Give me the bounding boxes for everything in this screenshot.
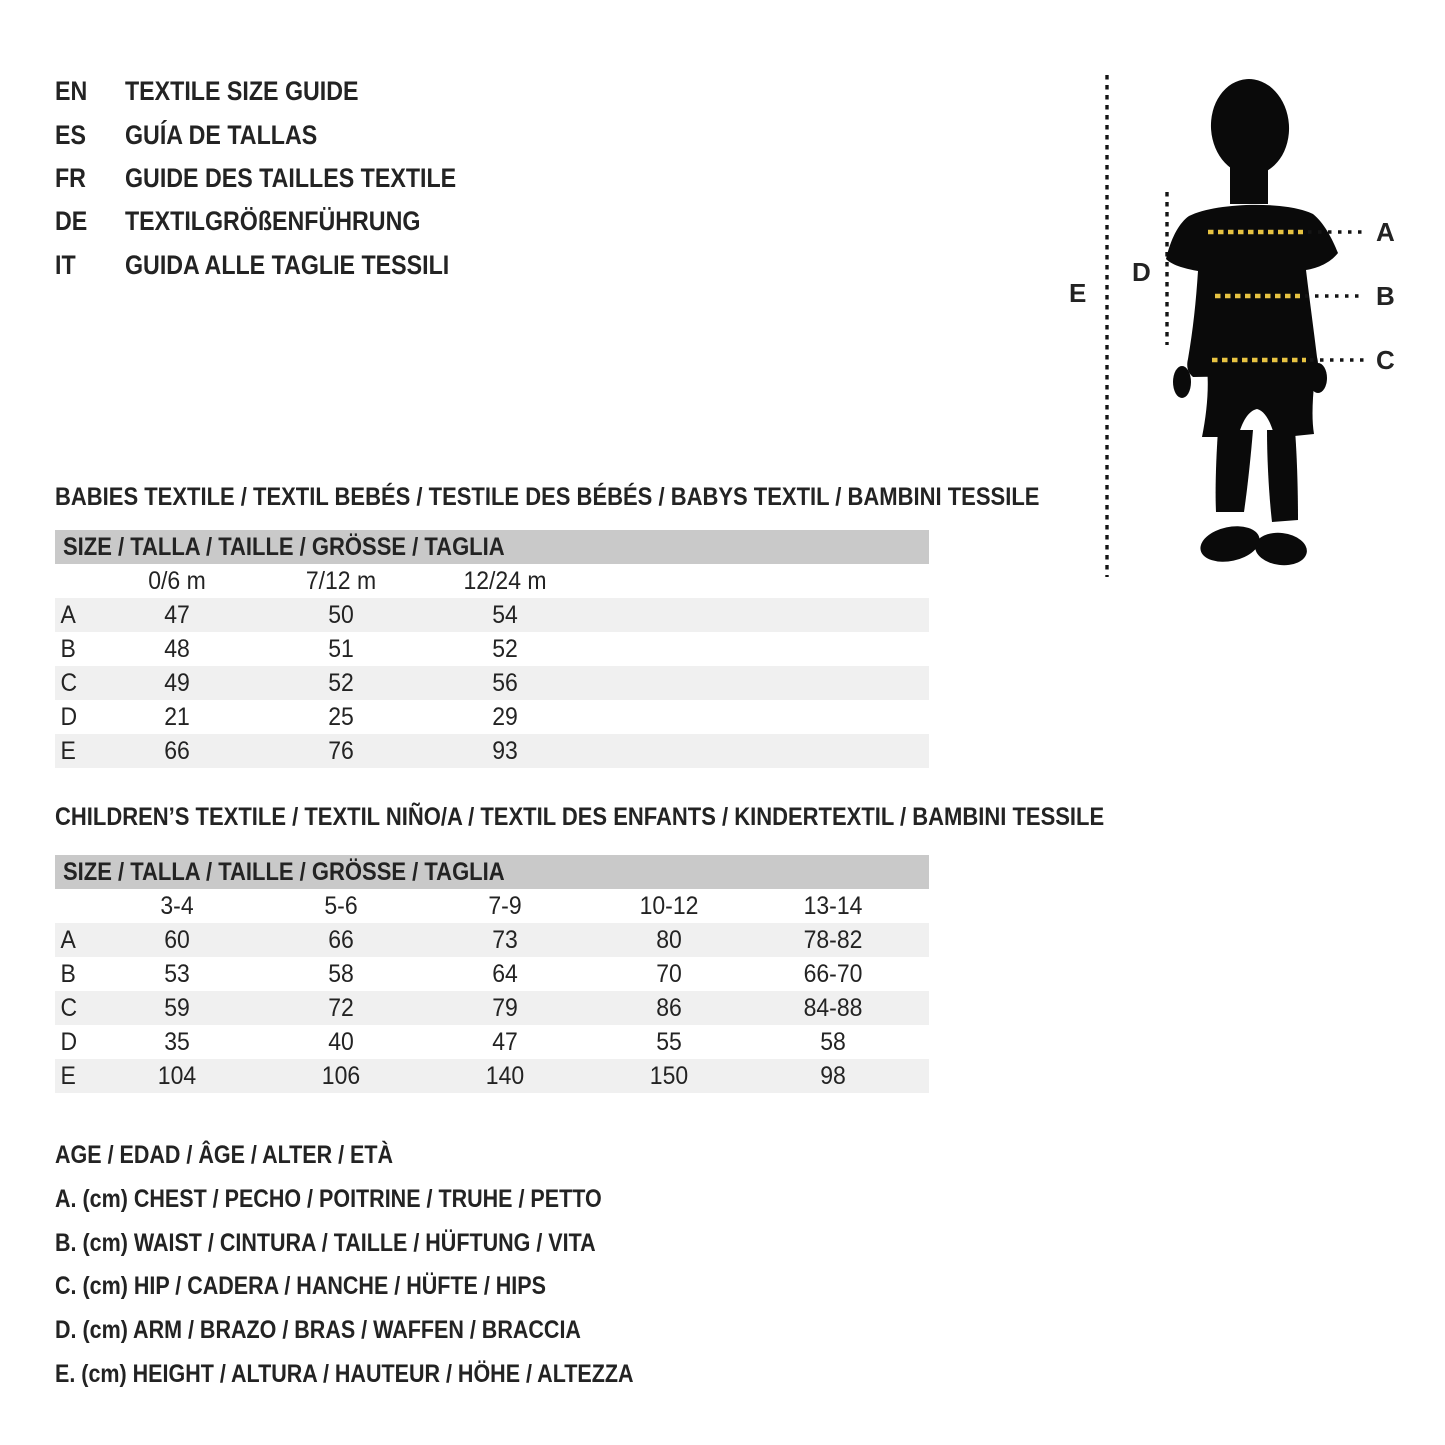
row-label: A	[60, 600, 76, 629]
babies-section-title: BABIES TEXTILE / TEXTIL BEBÉS / TESTILE DES BÉBÉS / BABYS TEXTIL / BAMBINI TESSILE	[55, 483, 1040, 511]
table-cell: 80	[656, 925, 682, 954]
size-header-bar: SIZE / TALLA / TAILLE / GRÖSSE / TAGLIA	[55, 530, 929, 564]
lang-code: EN	[55, 76, 88, 107]
legend-line-height: E. (cm) HEIGHT / ALTURA / HAUTEUR / HÖHE / ALTEZZA	[55, 1359, 634, 1388]
lang-code: IT	[55, 249, 76, 280]
table-cell: 48	[164, 634, 190, 663]
table-cell: 79	[492, 993, 518, 1022]
column-header: 10-12	[639, 891, 699, 920]
row-label: C	[60, 993, 78, 1022]
table-cell: 104	[157, 1061, 197, 1090]
lang-title: TEXTILE SIZE GUIDE	[125, 76, 359, 107]
table-cell: 66-70	[803, 959, 863, 988]
table-cell: 25	[328, 702, 354, 731]
table-cell: 73	[492, 925, 518, 954]
size-header-bar: SIZE / TALLA / TAILLE / GRÖSSE / TAGLIA	[55, 855, 929, 889]
column-header: 3-4	[160, 891, 194, 920]
babies-size-table	[55, 530, 929, 768]
table-row	[55, 632, 929, 666]
lang-code: ES	[55, 119, 86, 150]
lang-title: GUIDE DES TAILLES TEXTILE	[125, 162, 457, 193]
table-row	[55, 700, 929, 734]
table-cell: 21	[164, 702, 190, 731]
table-row	[55, 1025, 929, 1059]
table-cell: 40	[328, 1027, 354, 1056]
measure-label-hip: C	[1376, 345, 1395, 375]
lang-title: GUIDA ALLE TAGLIE TESSILI	[125, 249, 450, 280]
table-cell: 47	[492, 1027, 518, 1056]
table-cell: 58	[820, 1027, 846, 1056]
column-header-row	[55, 889, 929, 923]
table-row	[55, 734, 929, 768]
table-row	[55, 991, 929, 1025]
table-cell: 54	[492, 600, 518, 629]
table-cell: 29	[492, 702, 518, 731]
table-cell: 47	[164, 600, 190, 629]
row-label: E	[60, 1061, 76, 1090]
table-row	[55, 923, 929, 957]
table-cell: 60	[164, 925, 190, 954]
table-cell: 35	[164, 1027, 190, 1056]
row-label: C	[60, 668, 78, 697]
column-header: 12/24 m	[463, 566, 547, 595]
table-cell: 140	[485, 1061, 525, 1090]
table-cell: 76	[328, 736, 354, 765]
table-cell: 56	[492, 668, 518, 697]
table-cell: 150	[649, 1061, 689, 1090]
row-label: D	[60, 702, 78, 731]
table-cell: 52	[492, 634, 518, 663]
column-header: 13-14	[803, 891, 863, 920]
table-cell: 93	[492, 736, 518, 765]
table-cell: 86	[656, 993, 682, 1022]
children-section-title: CHILDREN’S TEXTILE / TEXTIL NIÑO/A / TEXTIL DES ENFANTS / KINDERTEXTIL / BAMBINI TESSILE	[55, 803, 1105, 831]
measure-label-waist: B	[1376, 281, 1395, 311]
table-cell: 66	[328, 925, 354, 954]
table-cell: 59	[164, 993, 190, 1022]
table-cell: 98	[820, 1061, 846, 1090]
legend-line-waist: B. (cm) WAIST / CINTURA / TAILLE / HÜFTUNG / VITA	[55, 1228, 596, 1257]
size-figure-illustration	[1060, 60, 1445, 590]
table-row	[55, 598, 929, 632]
table-cell: 51	[328, 634, 354, 663]
table-cell: 58	[328, 959, 354, 988]
legend-line-chest: A. (cm) CHEST / PECHO / POITRINE / TRUHE / PETTO	[55, 1185, 602, 1214]
lang-row-it	[55, 244, 510, 287]
lang-row-de	[55, 200, 510, 243]
table-cell: 66	[164, 736, 190, 765]
row-label: A	[60, 925, 76, 954]
table-cell: 72	[328, 993, 354, 1022]
table-cell: 55	[656, 1027, 682, 1056]
column-header: 0/6 m	[148, 566, 206, 595]
row-label: B	[60, 959, 76, 988]
column-header-row	[55, 564, 929, 598]
lang-row-es	[55, 113, 510, 156]
lang-row-en	[55, 70, 510, 113]
language-title-list	[55, 70, 510, 287]
table-cell: 84-88	[803, 993, 863, 1022]
row-label: D	[60, 1027, 78, 1056]
lang-code: DE	[55, 206, 88, 237]
measure-label-chest: A	[1376, 217, 1395, 247]
table-row	[55, 1059, 929, 1093]
lang-title: TEXTILGRÖßENFÜHRUNG	[125, 206, 421, 237]
measure-label-height: E	[1069, 278, 1087, 308]
child-silhouette-icon	[1166, 76, 1338, 568]
row-label: B	[60, 634, 76, 663]
row-label: E	[60, 736, 76, 765]
legend-line-arm: D. (cm) ARM / BRAZO / BRAS / WAFFEN / BRACCIA	[55, 1316, 581, 1345]
column-header: 5-6	[324, 891, 358, 920]
legend-line-hip: C. (cm) HIP / CADERA / HANCHE / HÜFTE / HIPS	[55, 1272, 546, 1301]
measurement-legend	[55, 1134, 728, 1396]
column-header: 7/12 m	[305, 566, 377, 595]
table-row	[55, 666, 929, 700]
table-cell: 64	[492, 959, 518, 988]
lang-title: GUÍA DE TALLAS	[125, 119, 318, 150]
table-cell: 78-82	[803, 925, 863, 954]
table-cell: 53	[164, 959, 190, 988]
table-cell: 70	[656, 959, 682, 988]
table-cell: 52	[328, 668, 354, 697]
column-header: 7-9	[488, 891, 522, 920]
table-row	[55, 957, 929, 991]
children-size-table	[55, 855, 929, 1093]
lang-row-fr	[55, 157, 510, 200]
table-cell: 49	[164, 668, 190, 697]
measure-label-arm: D	[1132, 257, 1151, 287]
table-cell: 50	[328, 600, 354, 629]
legend-line-age: AGE / EDAD / ÂGE / ALTER / ETÀ	[55, 1141, 394, 1170]
table-cell: 106	[321, 1061, 361, 1090]
lang-code: FR	[55, 162, 86, 193]
